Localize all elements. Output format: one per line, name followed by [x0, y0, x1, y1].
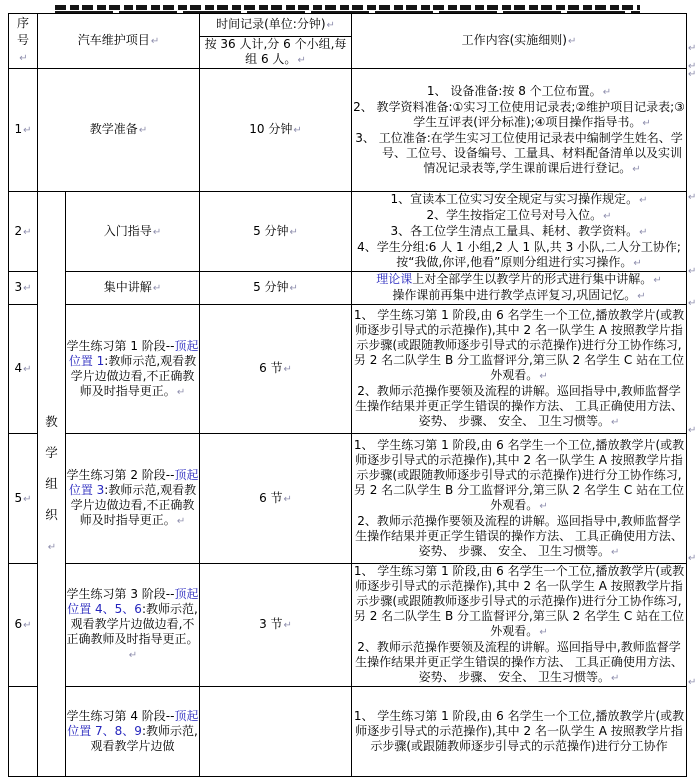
paragraph-mark-icon [22, 122, 31, 136]
cell-content-7 [352, 687, 687, 777]
paragraph-mark-icon [610, 544, 619, 558]
content-paragraph: 3、各工位学生清点工量具、耗材、教学资料。 ↵ [352, 224, 686, 240]
serial-number: 5 [14, 490, 23, 505]
header-time-sub-label: 按 36 人计,分 6 个小组,每组 6 人。 [204, 37, 347, 66]
paragraph-mark-icon [296, 52, 305, 66]
serial-number: 6 [14, 617, 23, 631]
content-paragraph: 1、 学生练习第 1 阶段,由 6 名学生一个工位,播放教学片(或教师逐步引导式的示范操作),其中 2 名一队学生 A 按照教学片指示步骤(或跟随教师逐步引导式的示范操作)进行分工协作练习,另 2 名二队学生 B 分工监督评分,第三队 2 名学生 C 站在工位外观看。 ↵ [352, 564, 686, 640]
paragraph-mark-icon [687, 674, 695, 686]
paragraph-mark-icon [292, 122, 301, 136]
cell-item-5: 学生练习第 2 阶段--顶起位置 3:教师示范,观看教学片边做边看,不正确教师及时指导更正。 ↵ [66, 434, 200, 564]
time-value: 5 分钟 [253, 223, 289, 238]
header-serial-label: 序号 [16, 16, 29, 47]
item-label: 集中讲解 [103, 280, 152, 294]
cell-item-2 [66, 192, 200, 272]
cell-serial-2 [9, 192, 38, 272]
paragraph-mark-icon [47, 538, 56, 553]
header-content-label: 工作内容(实施细则) [461, 33, 567, 47]
time-value: 6 节 [259, 490, 283, 505]
cell-content-1 [352, 69, 687, 192]
cell-time-4 [200, 305, 352, 434]
paragraph-mark-icon [176, 513, 185, 527]
table-row [9, 687, 687, 777]
paragraph-mark-icon [632, 255, 641, 269]
paragraph-mark-icon [128, 647, 137, 661]
paragraph-mark-icon [283, 491, 292, 505]
content-paragraph: 3、 工位准备:在学生实习工位使用记录表中编制学生姓名、学号、工位号、设备编号、工量具、材料配备清单以及实训情况记录表等,学生课前课后进行登记。 ↵ [352, 131, 686, 177]
paragraph-mark-icon [152, 280, 161, 294]
time-value: 5 分钟 [253, 280, 289, 294]
cell-item-7: 学生练习第 4 阶段--顶起位置 7、8、9:教师示范,观看教学片边做 [66, 687, 200, 777]
paragraph-mark-icon [538, 624, 547, 638]
serial-number: 4 [14, 361, 23, 375]
header-project [38, 14, 200, 69]
paragraph-mark-icon [687, 263, 695, 275]
serial-number: 1 [14, 122, 23, 136]
table-row [9, 69, 687, 192]
highlighted-term: 顶起位置 1 [68, 338, 199, 368]
cell-time-3 [200, 272, 352, 305]
item-label: 教学准备 [89, 122, 138, 136]
table-row [9, 192, 687, 272]
cell-content-4 [352, 305, 687, 434]
cell-content-2 [352, 192, 687, 272]
cell-time-2 [200, 192, 352, 272]
paragraph-mark-icon [22, 491, 31, 505]
cell-time-5 [200, 434, 352, 564]
highlighted-term: 顶起位置 3 [68, 468, 199, 497]
clipped-title-line [55, 5, 640, 13]
cell-item-3 [66, 272, 200, 305]
paragraph-mark-icon [150, 33, 159, 47]
serial-number: 3 [14, 280, 23, 294]
highlighted-term: 顶起位置 4、5、6 [67, 587, 199, 616]
paragraph-mark-icon [176, 384, 185, 398]
paragraph-mark-icon [602, 208, 611, 222]
cell-item-6: 学生练习第 3 阶段--顶起位置 4、5、6:教师示范,观看教学片边做边看,不正确教师及时指导更正。 ↵ [66, 564, 200, 687]
paragraph-mark-icon [610, 414, 619, 428]
header-serial [9, 14, 38, 69]
paragraph-mark-icon [18, 50, 27, 64]
header-time-title-label: 时间记录(单位:分钟) [216, 17, 326, 31]
header-time-sub [200, 37, 352, 69]
paragraph-mark-icon [289, 280, 298, 294]
paragraph-mark-icon [638, 224, 647, 238]
content-paragraph: 1、 学生练习第 1 阶段,由 6 名学生一个工位,播放教学片(或教师逐步引导式的示范操作),其中 2 名一队学生 A 按照教学片指示步骤(或跟随教师逐步引导式的示范操作)进行分工协作 [353, 709, 685, 753]
table-row [9, 305, 687, 434]
paragraph-mark-icon [567, 33, 576, 47]
header-project-label: 汽车维护项目 [77, 33, 150, 47]
cell-content-5 [352, 434, 687, 564]
time-value: 3 节 [259, 617, 283, 631]
content-paragraph: 4、学生分组:6 人 1 小组,2 人 1 队,共 3 小队,二人分工协作;按“我做,你评,他看”原则分组进行实习操作。 ↵ [352, 240, 686, 271]
paragraph-mark-icon [687, 550, 695, 562]
cell-item-4: 学生练习第 1 阶段--顶起位置 1:教师示范,观看教学片边做边看,不正确教师及时指导更正。 ↵ [66, 305, 200, 434]
cell-serial-7 [9, 687, 38, 777]
paragraph-mark-icon [687, 66, 695, 78]
maintenance-schedule-table [8, 13, 687, 777]
table-row [9, 564, 687, 687]
content-paragraph: 2、教师示范操作要领及流程的讲解。巡回指导中,教师监督学生操作结果并更正学生错误的操作方法、 工具正确使用方法、 姿势、 步骤、 安全、 卫生习惯等。 ↵ [352, 384, 686, 430]
paragraph-mark-icon [687, 189, 695, 201]
cell-time-6 [200, 564, 352, 687]
content-paragraph: 2、教师示范操作要领及流程的讲解。巡回指导中,教师监督学生操作结果并更正学生错误的操作方法、 工具正确使用方法、 姿势、 步骤、 安全、 卫生习惯等。 ↵ [352, 640, 686, 686]
paragraph-mark-icon [610, 670, 619, 684]
paragraph-mark-icon [652, 272, 661, 286]
item-label: 入门指导 [103, 223, 152, 238]
time-value: 10 分钟 [249, 122, 293, 136]
highlighted-term: 顶起位置 7、8、9 [67, 709, 199, 738]
paragraph-mark-icon [602, 84, 611, 98]
paragraph-mark-icon [138, 122, 147, 136]
cell-serial-6 [9, 564, 38, 687]
cell-item-1 [38, 69, 200, 192]
paragraph-mark-icon [641, 115, 650, 129]
content-paragraph: 1、宣读本工位实习安全规定与实习操作规定。 ↵ [352, 192, 686, 208]
cell-serial-3 [9, 272, 38, 305]
paragraph-mark-icon [687, 40, 695, 52]
cell-time-1 [200, 69, 352, 192]
paragraph-mark-icon [631, 161, 640, 175]
paragraph-mark-icon [22, 280, 31, 294]
paragraph-mark-icon [22, 617, 31, 631]
paragraph-mark-icon [283, 617, 292, 631]
clipped-glyph-bottoms [55, 5, 640, 10]
cell-serial-1 [9, 69, 38, 192]
paragraph-mark-icon [636, 288, 645, 302]
content-paragraph: 理论课上对全部学生以教学片的形式进行集中讲解。 ↵ [352, 272, 686, 288]
cell-serial-5 [9, 434, 38, 564]
paragraph-mark-icon [687, 422, 695, 434]
cell-time-7 [200, 687, 352, 777]
paragraph-mark-icon [289, 224, 298, 238]
cell-content-6 [352, 564, 687, 687]
content-paragraph: 2、 教学资料准备:①实习工位使用记录表;②维护项目记录表;③学生互评表(评分标准);④项目操作指导书。 ↵ [352, 100, 686, 131]
content-paragraph: 1、 学生练习第 1 阶段,由 6 名学生一个工位,播放教学片(或教师逐步引导式的示范操作),其中 2 名一队学生 A 按照教学片指示步骤(或跟随教师逐步引导式的示范操作)进行分工协作练习,另 2 名二队学生 B 分工监督评分,第三队 2 名学生 C 站在工位外观看。 ↵ [352, 438, 686, 514]
time-value: 6 节 [259, 361, 283, 375]
paragraph-mark-icon [538, 498, 547, 512]
group-label-text: 教学组织 [45, 413, 58, 522]
content-paragraph: 1、 设备准备:按 8 个工位布置。 ↵ [352, 84, 686, 100]
content-paragraph: 操作课前再集中进行教学点评复习,巩固记忆。 ↵ [352, 288, 686, 304]
content-paragraph: 2、学生按指定工位号对号入位。 ↵ [352, 208, 686, 224]
table-row [9, 272, 687, 305]
highlighted-term: 理论课 [376, 272, 413, 286]
paragraph-mark-icon [687, 295, 695, 307]
header-content [352, 14, 687, 69]
paragraph-mark-icon [638, 192, 647, 206]
header-time-title [200, 14, 352, 37]
paragraph-mark-icon [22, 224, 31, 238]
paragraph-mark-icon [538, 368, 547, 382]
paragraph-mark-icon [283, 361, 292, 375]
cell-content-3 [352, 272, 687, 305]
serial-number: 2 [14, 223, 23, 238]
cell-group-label [38, 192, 66, 777]
table-row [9, 434, 687, 564]
paragraph-mark-icon [152, 224, 161, 238]
content-paragraph: 1、 学生练习第 1 阶段,由 6 名学生一个工位,播放教学片(或教师逐步引导式的示范操作),其中 2 名一队学生 A 按照教学片指示步骤(或跟随教师逐步引导式的示范操作)进行分工协作练习,另 2 名二队学生 B 分工监督评分,第三队 2 名学生 C 站在工位外观看。 ↵ [352, 308, 686, 384]
cell-serial-4 [9, 305, 38, 434]
paragraph-mark-icon [326, 17, 335, 31]
content-paragraph: 2、教师示范操作要领及流程的讲解。巡回指导中,教师监督学生操作结果并更正学生错误的操作方法、 工具正确使用方法、 姿势、 步骤、 安全、 卫生习惯等。 ↵ [352, 514, 686, 560]
paragraph-mark-icon [22, 361, 31, 375]
